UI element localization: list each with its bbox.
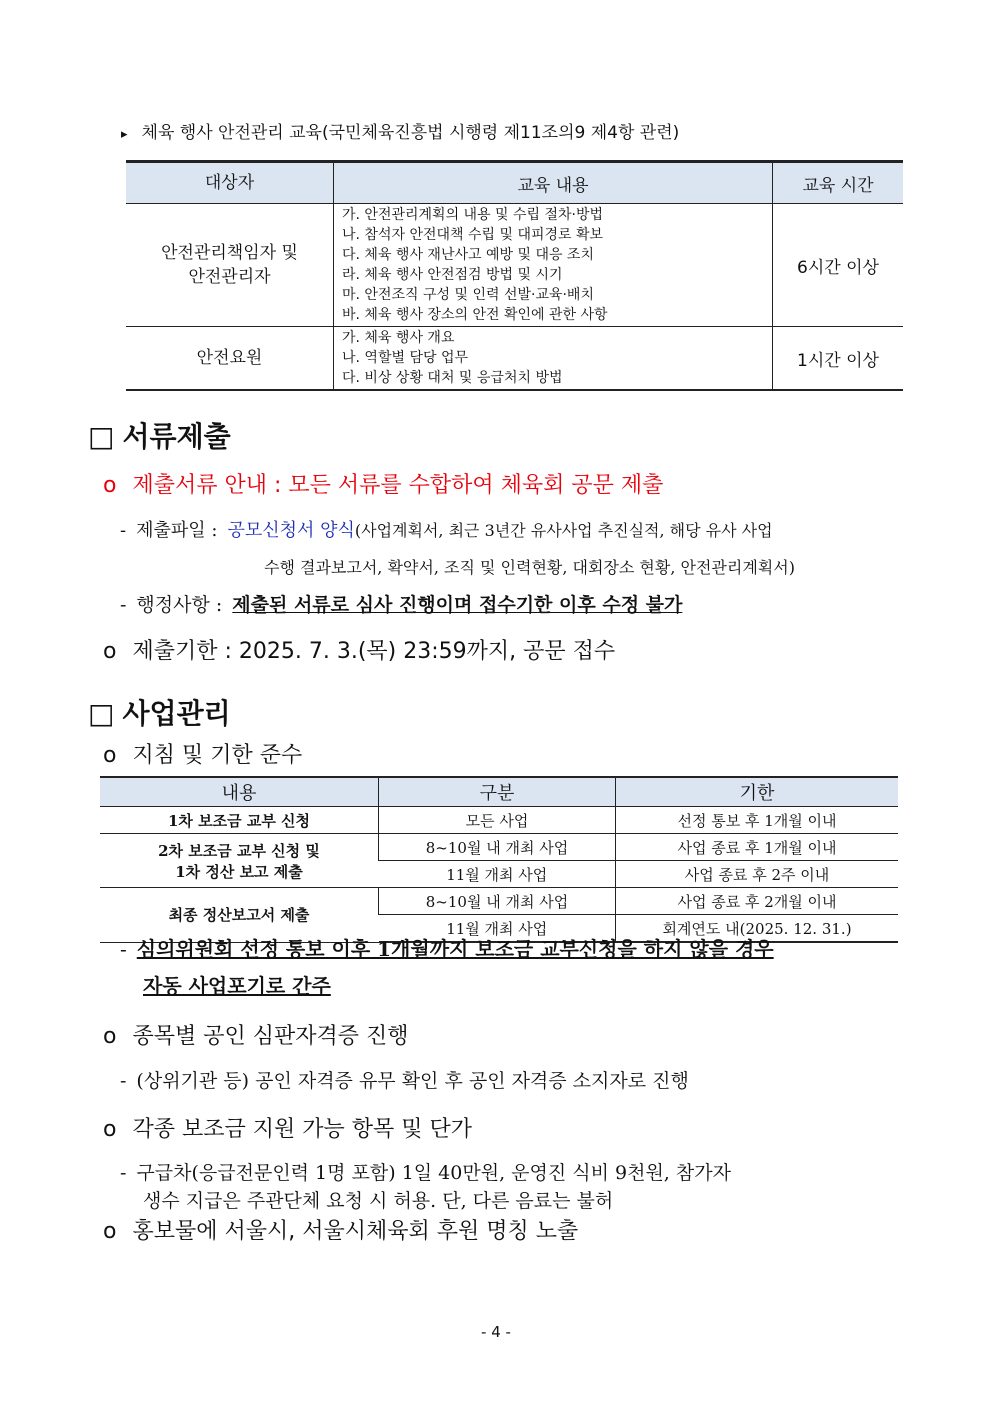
file-line [120,516,773,542]
circle-bullet-icon: o [103,1024,117,1049]
referee-detail [120,1066,689,1093]
intro-text: 체육 행사 안전관리 교육(국민체육진흥법 시행령 제11조의9 제4항 관련) [141,123,680,143]
admin-text: 제출된 서류로 심사 진행이며 접수기한 이후 수정 불가 [232,594,683,616]
content-item: 라. 체육 행사 안전점검 방법 및 시기 [342,267,563,283]
admin-label: 행정사항 : [136,594,223,616]
content-cell [334,327,773,391]
dash-bullet: - [120,937,127,961]
page-number: - 4 - [481,1323,511,1341]
item-line: 1차 정산 보고 제출 [175,862,303,881]
deadline-table [100,776,898,943]
table-row [100,834,898,861]
circle-bullet-icon: o [103,1117,117,1142]
checkbox-square-icon: □ [88,697,115,730]
content-item: 나. 참석자 안전대책 수립 및 대피경로 확보 [342,227,604,243]
target-cell [126,204,334,327]
type-cell: 모든 사업 [379,807,616,834]
circle-bullet-icon: o [103,743,117,768]
dash-bullet: - [120,520,127,541]
warning-text: 심의위원회 선정 통보 이후 1개월까지 보조금 교부신청을 하지 않을 경우 [136,937,774,961]
circle-bullet-icon: o [103,1219,117,1244]
target-line: 안전관리자 [188,267,271,287]
deadline-line [103,634,615,665]
docs-notice [103,468,663,499]
dash-bullet: - [120,1070,127,1092]
header-type: 구분 [379,777,616,807]
sub-heading-promo [103,1214,578,1245]
item-cell [100,834,379,888]
safety-education-table [126,160,903,391]
file-description: (사업계획서, 최근 3년간 유사사업 추진실적, 해당 유사 사업 [354,521,773,540]
checkbox-square-icon: □ [88,420,115,453]
header-hours: 교육 시간 [773,162,904,204]
content-item: 마. 안전조직 구성 및 인력 선발·교육·배치 [342,287,594,303]
notice-text: 제출서류 안내 : 모든 서류를 수합하여 체육회 공문 제출 [132,473,664,498]
content-item: 나. 역할별 담당 업무 [342,350,468,366]
sub-heading-text: 각종 보조금 지원 가능 항목 및 단가 [132,1117,472,1142]
sub-heading-text: 지침 및 기한 준수 [132,743,303,768]
file-description-cont: 수행 결과보고서, 확약서, 조직 및 인력현황, 대회장소 현황, 안전관리계획서) [264,558,795,577]
dash-bullet: - [120,594,127,616]
content-cell [334,204,773,327]
section-heading-mgmt [88,692,231,732]
file-label: 제출파일 : [136,520,218,541]
due-cell: 회계연도 내(2025. 12. 31.) [616,915,899,943]
admin-line [120,590,682,617]
warning-line [120,933,774,962]
table-row [100,807,898,834]
section-title: 서류제출 [122,420,231,453]
item-line: 2차 보조금 교부 신청 및 [158,841,320,860]
table-row [126,204,903,327]
target-line: 안전관리책임자 및 [161,243,298,263]
sub-heading-referee [103,1019,408,1050]
due-cell: 사업 종료 후 2개월 이내 [616,888,899,915]
item-cell: 최종 정산보고서 제출 [100,888,379,943]
type-cell: 8~10월 내 개최 사업 [379,834,616,861]
dash-bullet: - [120,1162,127,1184]
content-item: 가. 체육 행사 개요 [342,330,455,346]
content-item: 다. 비상 상황 대처 및 응급처치 방법 [342,370,563,386]
content-item: 바. 체육 행사 장소의 안전 확인에 관한 사항 [342,307,608,323]
warning-line-cont: 자동 사업포기로 간주 [143,974,331,998]
section-heading-docs [88,415,231,455]
content-item: 가. 안전관리계획의 내용 및 수립 절차·방법 [342,207,604,223]
subsidy-detail [120,1158,731,1185]
header-target: 대상자 [126,162,334,204]
header-content: 교육 내용 [334,162,773,204]
section-title: 사업관리 [122,697,231,730]
detail-text: 구급차(응급전문인력 1명 포함) 1일 40만원, 운영진 식비 9천원, 참가자 [136,1162,731,1184]
deadline-text: 제출기한 : 2025. 7. 3.(목) 23:59까지, 공문 접수 [132,639,616,664]
sub-heading-text: 홍보물에 서울시, 서울시체육회 후원 명칭 노출 [132,1219,579,1244]
hours-cell: 1시간 이상 [773,327,904,391]
due-cell: 사업 종료 후 1개월 이내 [616,834,899,861]
sub-heading-subsidy [103,1112,472,1143]
file-link: 공모신청서 양식 [227,520,355,541]
type-cell: 11월 개최 사업 [379,861,616,888]
content-item: 다. 체육 행사 재난사고 예방 및 대응 조치 [342,247,594,263]
due-cell: 사업 종료 후 2주 이내 [616,861,899,888]
sub-heading-text: 종목별 공인 심판자격증 진행 [132,1024,409,1049]
hours-cell: 6시간 이상 [773,204,904,327]
subsidy-detail-cont: 생수 지급은 주관단체 요청 시 허용. 단, 다른 음료는 불허 [143,1190,614,1212]
target-cell: 안전요원 [126,327,334,391]
table-row [126,327,903,391]
circle-bullet-icon: o [103,473,117,498]
intro-line [121,118,679,143]
sub-heading-guidelines [103,738,302,769]
type-cell: 11월 개최 사업 [379,915,616,943]
due-cell: 선정 통보 후 1개월 이내 [616,807,899,834]
detail-text: (상위기관 등) 공인 자격증 유무 확인 후 공인 자격증 소지자로 진행 [136,1070,689,1092]
header-due: 기한 [616,777,899,807]
item-cell: 1차 보조금 교부 신청 [100,807,379,834]
table-row [100,888,898,915]
triangle-bullet-icon: ▸ [121,127,128,142]
header-item: 내용 [100,777,379,807]
circle-bullet-icon: o [103,639,117,664]
type-cell: 8~10월 내 개최 사업 [379,888,616,915]
